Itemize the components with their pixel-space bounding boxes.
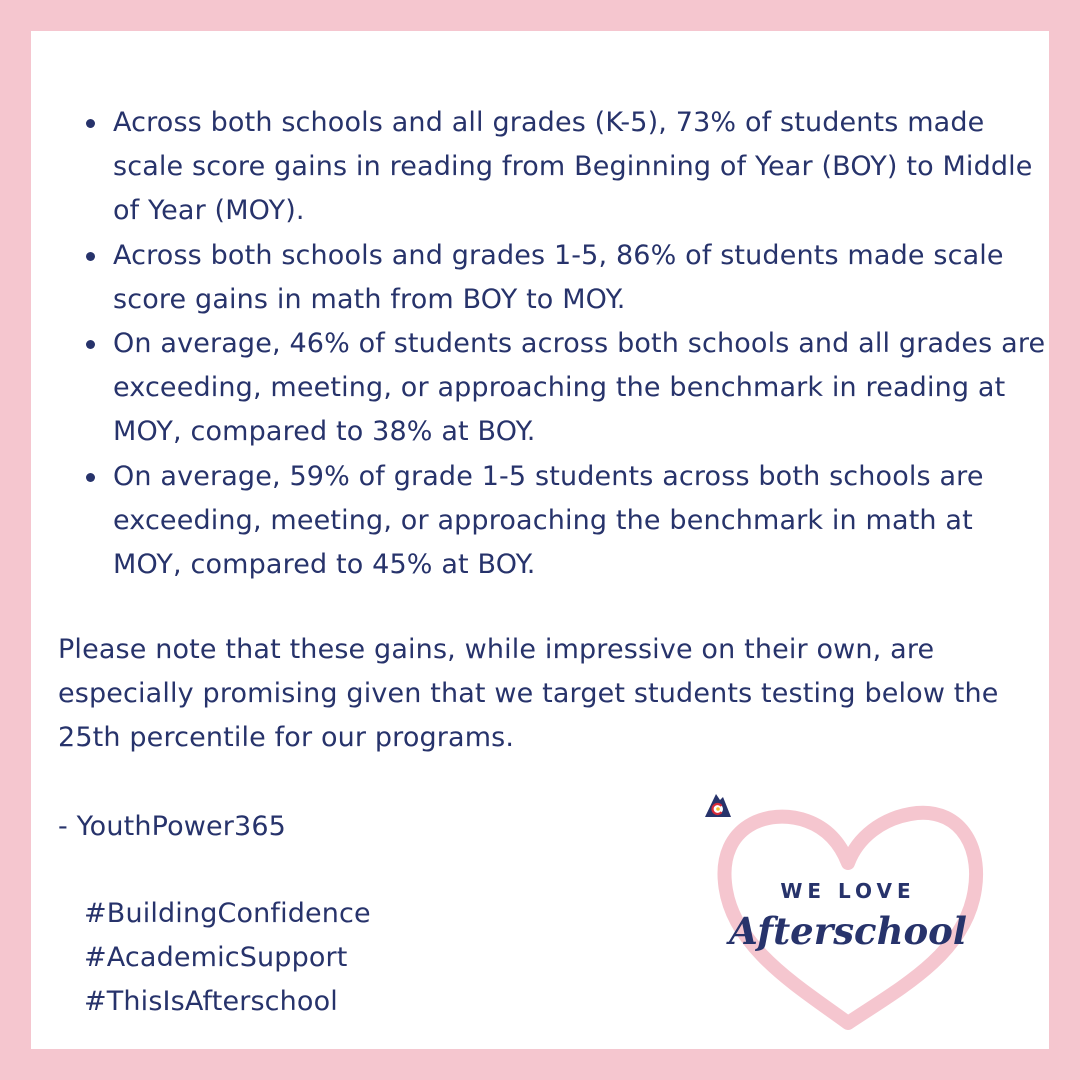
signature: - YouthPower365 [58, 811, 286, 842]
bullet-text: Across both schools and all grades (K-5), 73% of students made scale score gains in reading from Beginning of Year (BOY) to Middle of Year (MOY). [113, 107, 1033, 227]
hashtag-list [84, 892, 371, 1024]
list-item [86, 322, 1046, 455]
we-love-afterschool-logo [703, 791, 993, 1031]
bullet-text: On average, 46% of students across both schools and all grades are exceeding, meeting, or approaching the benchmark in reading at MOY, compared to 38% at BOY. [113, 328, 1046, 448]
logo-top-text: WE LOVE [780, 879, 916, 903]
stats-list [86, 101, 1046, 587]
content-card [31, 31, 1049, 1049]
hashtag-academic-support: #AcademicSupport [84, 942, 348, 973]
hashtag-building-confidence: #BuildingConfidence [84, 898, 371, 929]
bullet-text: On average, 59% of grade 1-5 students across both schools are exceeding, meeting, or approaching the benchmark in math at MOY, compared to 45% at BOY. [113, 460, 984, 581]
bullet-icon [86, 340, 95, 349]
hashtag-this-is-afterschool: #ThisIsAfterschool [84, 986, 338, 1017]
list-item [86, 101, 1046, 234]
list-item [86, 234, 1046, 322]
bullet-icon [86, 473, 95, 482]
list-item [86, 455, 1046, 588]
colorado-mountain-icon [703, 791, 733, 819]
bullet-icon [86, 119, 95, 128]
bullet-icon [86, 252, 95, 261]
note-paragraph: Please note that these gains, while impressive on their own, are especially promising given that we target students testing below the 25th percentile for our programs. [58, 634, 999, 754]
logo-script-text: Afterschool [729, 909, 967, 953]
bullet-text: Across both schools and grades 1-5, 86% of students made scale score gains in math from BOY to MOY. [113, 239, 1004, 315]
